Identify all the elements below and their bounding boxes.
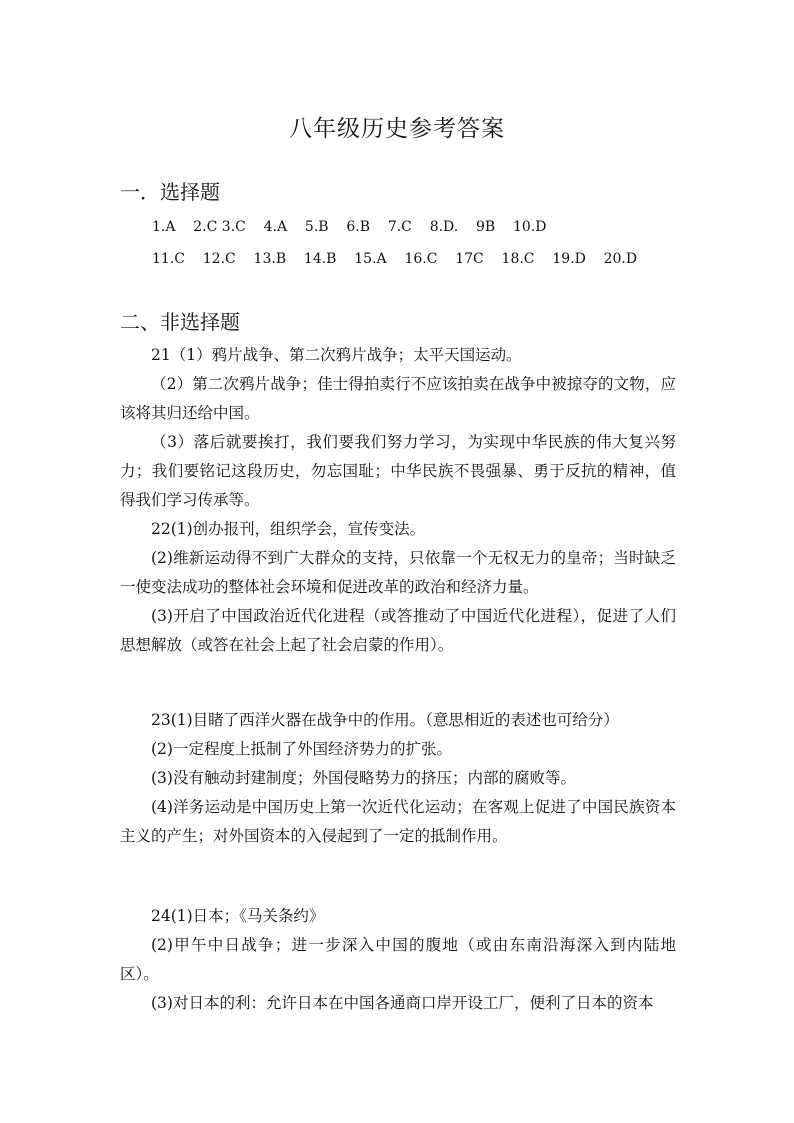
answer-row-1: 1.A 2.C 3.C 4.A 5.B 6.B 7.C 8.D. 9B 10.D	[152, 219, 547, 235]
question-21	[120, 341, 676, 515]
answer-row-2: 11.C 12.C 13.B 14.B 15.A 16.C 17C 18.C 19.D 20.D	[152, 251, 638, 267]
q23-part2: (2)一定程度上抵制了外国经济势力的扩张。	[151, 740, 452, 758]
q21-part1: 21（1）鸦片战争、第二次鸦片战争；太平天国运动。	[151, 346, 522, 364]
page-title: 八年级历史参考答案	[289, 116, 505, 142]
q23-part4: (4)洋务运动是中国历史上第一次近代化运动；在客观上促进了中国民族资本主义的产生；对外国资本的入侵起到了一定的抵制作用。	[120, 798, 676, 845]
question-24	[120, 902, 676, 1018]
q21-part3: （3）落后就要挨打，我们要我们努力学习，为实现中华民族的伟大复兴努力；我们要铭记这段历史，勿忘国耻；中华民族不畏强暴、勇于反抗的精神，值得我们学习传承等。	[120, 433, 676, 509]
q22-part3: (3)开启了中国政治近代化进程（或答推动了中国近代化进程），促进了人们思想解放（或答在社会上起了社会启蒙的作用）。	[120, 607, 676, 654]
section-heading-non-choice: 二、非选择题	[120, 310, 240, 334]
q24-part3: (3)对日本的利：允许日本在中国各通商口岸开设工厂，便利了日本的资本	[151, 994, 654, 1012]
q23-part1: 23(1)目睹了西洋火器在战争中的作用。（意思相近的表述也可给分）	[151, 711, 619, 729]
q24-part1: 24(1)日本；《马关条约》	[151, 907, 325, 925]
q22-part2: (2)维新运动得不到广大群众的支持，只依靠一个无权无力的皇帝；当时缺乏一使变法成功的整体社会环境和促进改革的政治和经济力量。	[120, 549, 676, 596]
question-22	[120, 515, 676, 660]
q24-part2: (2)甲午中日战争；进一步深入中国的腹地（或由东南沿海深入到内陆地区）。	[120, 936, 676, 983]
q21-part2: （2）第二次鸦片战争；佳士得拍卖行不应该拍卖在战争中被掠夺的文物，应该将其归还给中国。	[120, 375, 676, 422]
q22-part1: 22(1)创办报刊，组织学会，宣传变法。	[151, 520, 426, 538]
q23-part3: (3)没有触动封建制度；外国侵略势力的挤压；内部的腐败等。	[151, 769, 576, 787]
question-23	[120, 706, 676, 851]
section-heading-multiple-choice: 一．选择题	[120, 180, 220, 204]
